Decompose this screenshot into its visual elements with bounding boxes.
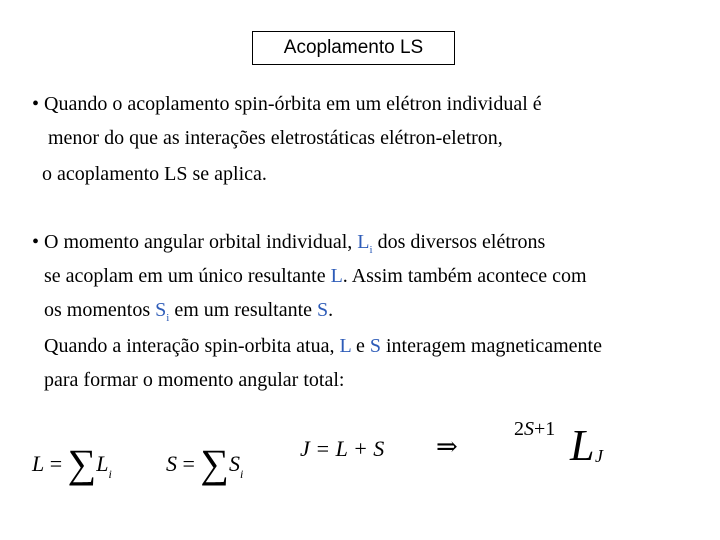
slide-title: Acoplamento LS [252, 31, 455, 65]
p2-line-3-text-a: os momentos [44, 299, 156, 321]
formula-L-equals: = [44, 451, 68, 476]
p2-line-4-and: e [350, 335, 370, 357]
formula-S-equals: = [177, 451, 201, 476]
p2-line-2 [44, 264, 587, 288]
p2-line-1-text-b: dos diversos elétrons [372, 231, 546, 253]
sigma-symbol-2: ∑ [200, 441, 229, 486]
formula-S-lhs: S [166, 451, 177, 476]
term-sup-S: S [524, 418, 534, 440]
p2-line-3-text-b: em um resultante [169, 299, 318, 321]
p2-line-2-text-b: . Assim também acontece com [342, 265, 587, 287]
formula-L-subscript: i [108, 467, 112, 481]
formula-S-sum [166, 434, 244, 486]
symbol-S-resultant: S [317, 299, 329, 321]
symbol-L: L [357, 231, 370, 253]
term-L: L [570, 421, 595, 470]
p1-line-3: o acoplamento LS se aplica. [42, 163, 267, 185]
p1-line-1: • Quando o acoplamento spin-órbita em um elétron individual é [32, 93, 542, 115]
p2-line-4-text-a: Quando a interação spin-orbita atua, [44, 335, 340, 357]
formula-S-subscript: i [239, 467, 244, 481]
p2-line-2-text-a: se acoplam em um único resultante [44, 265, 331, 287]
p1-line-2: menor do que as interações eletrostáticas elétron-eletron, [48, 127, 503, 149]
formula-L-sum [32, 434, 112, 486]
sigma-symbol: ∑ [67, 441, 97, 486]
formula-L-term: L [96, 451, 109, 476]
implies-arrow-icon: ⇒ [436, 432, 458, 461]
term-sup-plus-one: +1 [534, 418, 556, 440]
p2-line-4 [44, 334, 602, 358]
term-sup-number: 2 [514, 418, 524, 440]
subscript-i: i [369, 244, 373, 256]
p2-line-3-text-c: . [328, 299, 334, 321]
formula-L-lhs: L [32, 451, 45, 476]
symbol-L-resultant: L [330, 265, 343, 287]
p2-line-1-text-a: • O momento angular orbital individual, [32, 231, 358, 253]
p2-line-4-text-b: interagem magneticamente [380, 335, 602, 357]
p2-line-1 [32, 230, 545, 257]
p2-line-3 [44, 298, 333, 325]
p2-line-5: para formar o momento angular total: [44, 369, 345, 391]
term-J-subscript: J [595, 446, 603, 466]
symbol-S: S [155, 299, 167, 321]
formula-J: J = L + S [300, 436, 385, 461]
formula-S-term: S [228, 451, 240, 476]
symbol-L-interaction: L [339, 335, 351, 357]
subscript-i-s: i [166, 312, 170, 324]
term-superscript [514, 418, 555, 441]
symbol-S-interaction: S [369, 335, 381, 357]
